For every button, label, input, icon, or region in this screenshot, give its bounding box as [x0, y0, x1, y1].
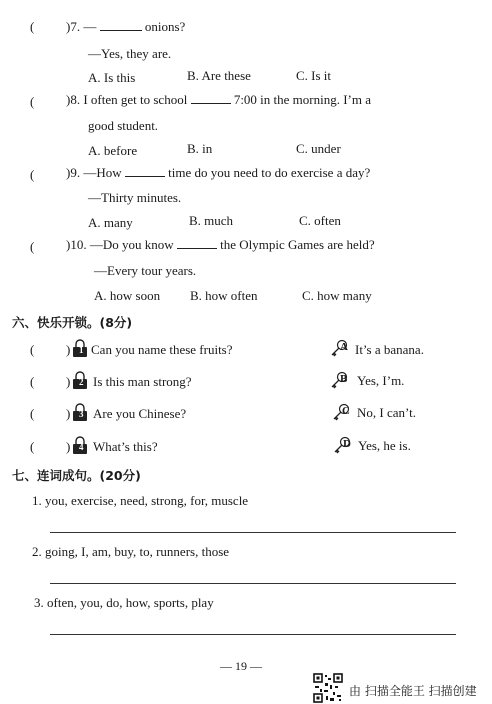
q9-stem: )9. —How time do you need to do exercise a day? [66, 165, 371, 180]
row3-question: Are you Chinese? [93, 406, 187, 421]
q10-option-c: C. how many [302, 288, 372, 303]
lock-number-1: 1 [79, 345, 84, 355]
q7-option-a: A. Is this [88, 70, 136, 85]
q10-option-b: B. how often [190, 288, 258, 303]
row2-question: Is this man strong? [93, 374, 192, 389]
q8-stem: )8. I often get to school 7:00 in the morning. I’m a [66, 92, 372, 107]
q7-option-b: B. Are these [187, 68, 251, 83]
row1-answer: It’s a banana. [355, 342, 424, 357]
row3-paren: ( [30, 406, 35, 421]
q8-line2: good student. [88, 118, 159, 133]
lock-number-3: 3 [79, 409, 84, 419]
q10-blank[interactable] [177, 237, 217, 249]
q8-option-b: B. in [187, 141, 213, 156]
q7-option-c: C. Is it [296, 68, 332, 83]
qr-code-icon [313, 673, 343, 703]
row4-close: ) [66, 439, 71, 454]
key-letter-b: B [340, 373, 348, 385]
row2-paren: ( [30, 374, 35, 389]
q9-paren: ( [30, 167, 35, 182]
answer-line-1[interactable] [50, 532, 456, 533]
q8-paren: ( [30, 94, 35, 109]
q10-stem: )10. —Do you know the Olympic Games are held? [66, 237, 375, 252]
watermark-text: 由 扫描全能王 扫描创建 [349, 684, 477, 698]
q8-blank[interactable] [191, 92, 231, 104]
row2-answer: Yes, I’m. [357, 373, 405, 388]
q9-option-b: B. much [189, 213, 234, 228]
answer-line-2[interactable] [50, 583, 456, 584]
page-number: — 19 — [220, 659, 262, 673]
lock-number-4: 4 [79, 442, 84, 452]
q9-reply: —Thirty minutes. [88, 190, 182, 205]
q9-blank[interactable] [125, 165, 165, 177]
q8-option-a: A. before [88, 143, 138, 158]
q10-paren: ( [30, 239, 35, 254]
q10-option-a: A. how soon [94, 288, 161, 303]
q9-option-a: A. many [88, 215, 133, 230]
row1-close: ) [66, 342, 71, 357]
row4-question: What’s this? [93, 439, 158, 454]
section-7-title: 七、连词成句。(20分) [12, 468, 141, 483]
q7-reply: —Yes, they are. [88, 46, 172, 61]
key-letter-c: C [342, 405, 350, 417]
lock-number-2: 2 [79, 377, 84, 387]
row3-answer: No, I can’t. [357, 405, 416, 420]
key-letter-a: A [340, 341, 348, 353]
q7-paren: ( [30, 19, 35, 34]
row4-paren: ( [30, 439, 35, 454]
row1-question: Can you name these fruits? [91, 342, 233, 357]
sentence-item-1: 1. you, exercise, need, strong, for, muscle [32, 493, 249, 508]
q10-reply: —Every tour years. [94, 263, 197, 278]
sentence-item-2: 2. going, I, am, buy, to, runners, those [32, 544, 230, 559]
row1-paren: ( [30, 342, 35, 357]
answer-line-3[interactable] [50, 634, 456, 635]
key-letter-d: D [343, 438, 351, 450]
row3-close: ) [66, 406, 71, 421]
row2-close: ) [66, 374, 71, 389]
q7-blank[interactable] [100, 19, 142, 31]
q8-option-c: C. under [296, 141, 341, 156]
q9-option-c: C. often [299, 213, 341, 228]
row4-answer: Yes, he is. [358, 438, 411, 453]
section-6-title: 六、快乐开锁。(8分) [12, 315, 133, 330]
q7-stem: )7. — onions? [66, 19, 186, 34]
sentence-item-3: 3. often, you, do, how, sports, play [34, 595, 214, 610]
